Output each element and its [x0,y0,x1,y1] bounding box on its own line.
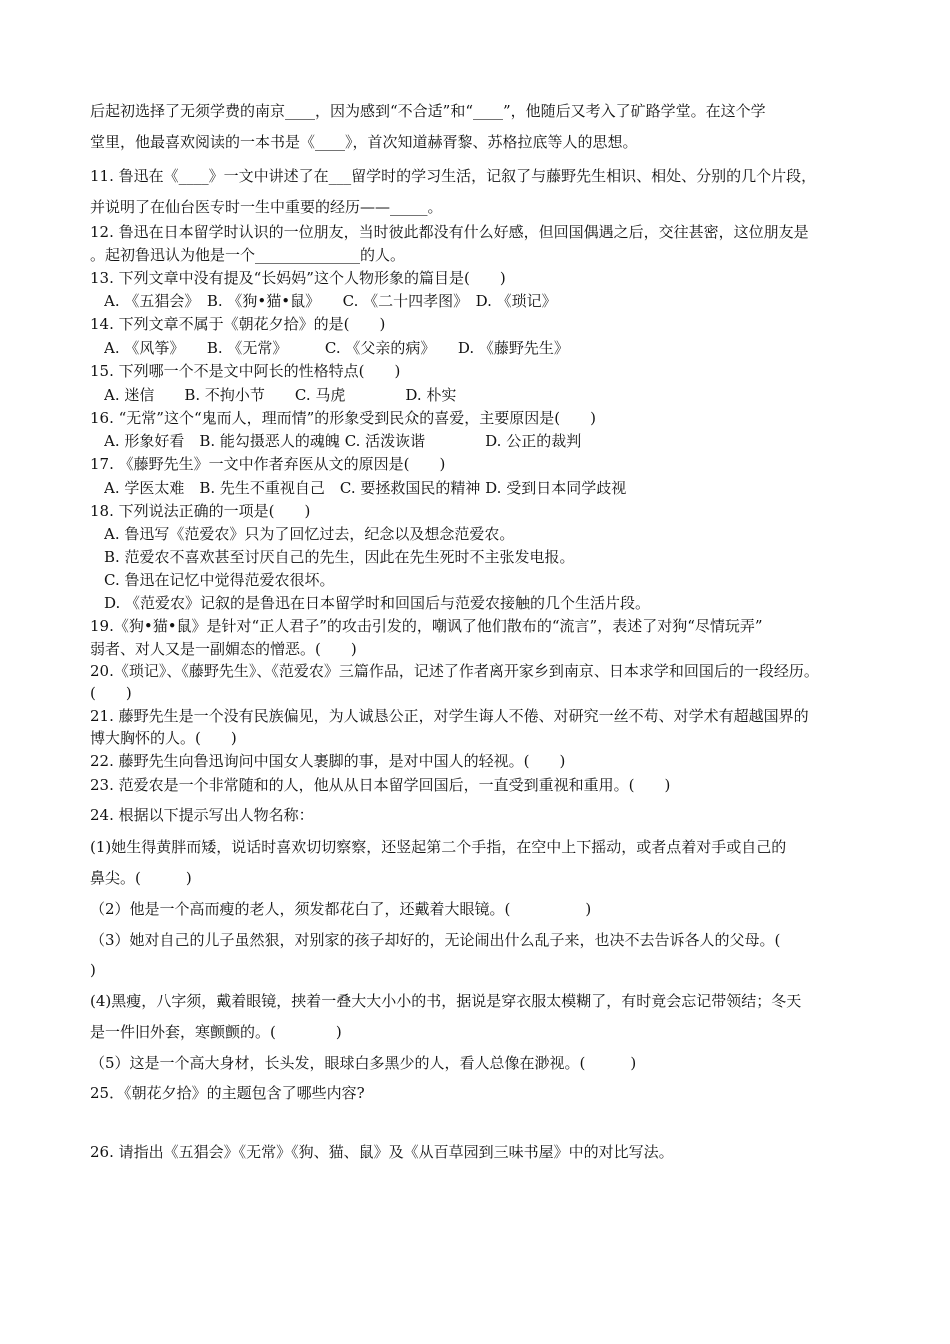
question-13: 13. 下列文章中没有提及“长妈妈”这个人物形象的篇目是( ) [90,269,506,287]
options-14: A. 《风筝》 B. 《无常》 C. 《父亲的病》 D. 《藤野先生》 [104,339,569,357]
question-24: 24. 根据以下提示写出人物名称： [90,806,314,824]
text-line: 堂里，他最喜欢阅读的一本书是《____》，首次知道赫胥黎、苏格拉底等人的思想。 [90,133,638,151]
option-18c: C. 鲁迅在记忆中觉得范爱农很坏。 [104,571,335,589]
option-18d: D. 《范爱农》记叙的是鲁迅在日本留学时和回国后与范爱农接触的几个生活片段。 [104,594,651,612]
options-13: A. 《五猖会》 B. 《狗•猫•鼠》 C. 《二十四孝图》 D. 《琐记》 [104,292,557,310]
question-21: 21. 藤野先生是一个没有民族偏见，为人诚恳公正，对学生诲人不倦、对研究一丝不苟、对学术有超越国界的 [90,707,809,725]
text-line: ) [90,961,96,979]
text-line: 是一件旧外套，寒颤颤的。( ) [90,1023,342,1041]
question-18: 18. 下列说法正确的一项是( ) [90,502,311,520]
text-line: 后起初选择了无须学费的南京____，因为感到“不合适”和“____”，他随后又考入了矿路学堂。在这个学 [90,102,766,120]
item-24-1: (1)她生得黄胖而矮，说话时喜欢切切察察，还竖起第二个手指，在空中上下摇动，或者点着对手或自己的 [90,838,787,856]
question-16: 16. “无常”这个“鬼而人，理而情”的形象受到民众的喜爱，主要原因是( ) [90,409,597,427]
question-17: 17. 《藤野先生》一文中作者弃医从文的原因是( ) [90,455,446,473]
item-24-4: (4)黑瘦，八字须，戴着眼镜，挟着一叠大大小小的书，据说是穿衣服太模糊了，有时竟会忘记带领结；冬天 [90,992,802,1010]
question-25: 25．《朝花夕拾》的主题包含了哪些内容? [90,1084,365,1102]
text-line: 。起初鲁迅认为他是一个______________的人。 [90,246,406,264]
question-23: 23. 范爱农是一个非常随和的人，他从从日本留学回国后，一直受到重视和重用。( ) [90,776,671,794]
options-17: A. 学医太难 B. 先生不重视自己 C. 要拯救国民的精神 D. 受到日本同学歧视 [104,479,627,497]
options-16: A. 形象好看 B. 能勾摄恶人的魂魄 C. 活泼诙谐 D. 公正的裁判 [104,432,582,450]
text-line: ( ) [90,684,132,702]
option-18a: A. 鲁迅写《范爱农》只为了回忆过去，纪念以及想念范爱农。 [104,525,515,543]
question-15: 15. 下列哪一个不是文中阿长的性格特点( ) [90,362,401,380]
item-24-2: （2）他是一个高而瘦的老人，须发都花白了，还戴着大眼镜。( ) [90,900,592,918]
options-15: A. 迷信 B. 不拘小节 C. 马虎 D. 朴实 [104,386,457,404]
question-20: 20.《琐记》、《藤野先生》、《范爱农》三篇作品，记述了作者离开家乡到南京、日本求学和回国后的一段经历。 [90,662,819,680]
option-18b: B. 范爱农不喜欢甚至讨厌自己的先生，因此在先生死时不主张发电报。 [104,548,575,566]
text-line: 博大胸怀的人。( ) [90,729,237,747]
item-24-5: （5）这是一个高大身材，长头发，眼球白多黑少的人，看人总像在渺视。( ) [90,1054,637,1072]
text-line: 弱者、对人又是一副媚态的憎恶。( ) [90,640,357,658]
text-line: 并说明了在仙台医专时一生中重要的经历——_____。 [90,198,443,216]
text-line: 鼻尖。( ) [90,869,192,887]
question-22: 22. 藤野先生向鲁迅询问中国女人裹脚的事，是对中国人的轻视。( ) [90,752,566,770]
question-19: 19.《狗•猫•鼠》是针对“正人君子”的攻击引发的，嘲讽了他们散布的“流言”，表述了对狗“尽情玩弄” [90,617,763,635]
question-26: 26. 请指出《五猖会》《无常》《狗、猫、鼠》及《从百草园到三味书屋》中的对比写法。 [90,1143,674,1161]
text-line: 12. 鲁迅在日本留学时认识的一位朋友，当时彼此都没有什么好感，但回国偶遇之后，交往甚密，这位朋友是 [90,223,809,241]
text-line: 11. 鲁迅在《____》一文中讲述了在___留学时的学习生活，记叙了与藤野先生相识、相处、分别的几个片段， [90,167,817,185]
item-24-3: （3）她对自己的儿子虽然狠，对别家的孩子却好的，无论闹出什么乱子来，也决不去告诉各人的父母。( [90,931,781,949]
question-14: 14. 下列文章不属于《朝花夕拾》的是( ) [90,315,386,333]
